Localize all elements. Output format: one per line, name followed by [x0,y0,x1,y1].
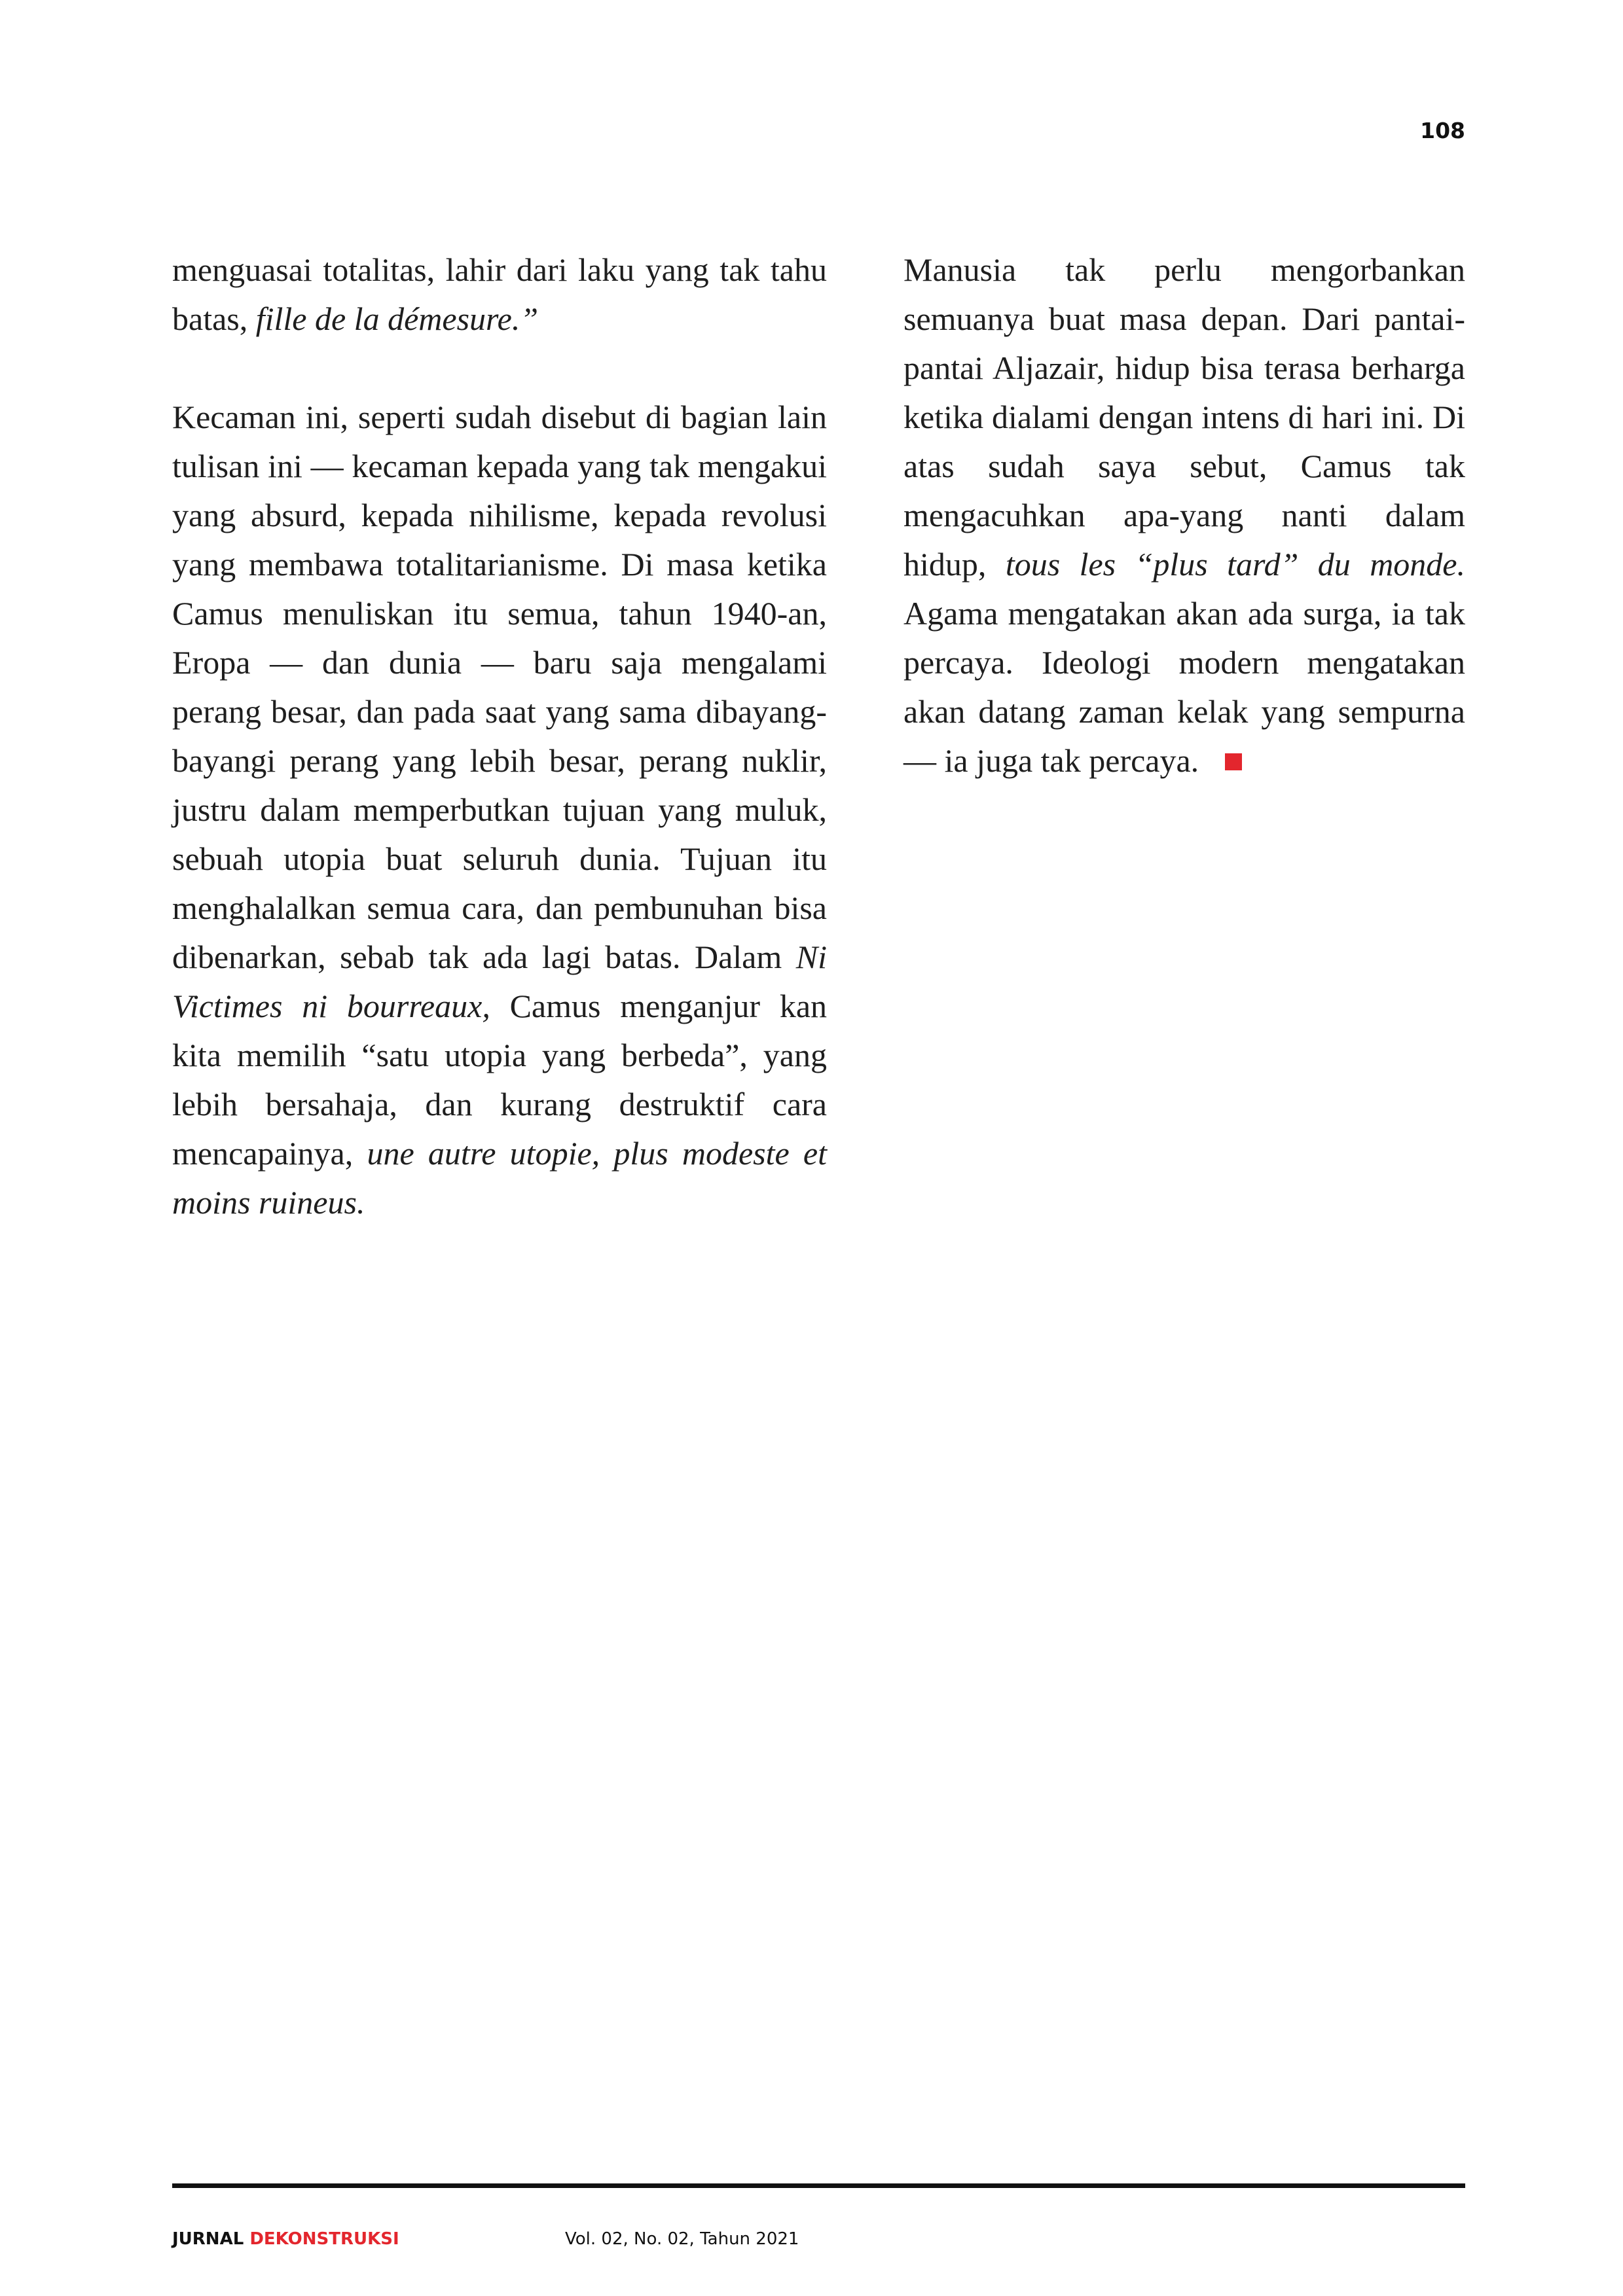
paragraph-2-italic-1: Ni Victimes ni bourreaux, [172,939,827,1024]
footer [172,2229,1465,2255]
paragraph-1-italic: fille de la démesure.” [255,300,539,337]
paragraph-3-text-2: Agama mengatakan akan ada surga, ia tak percaya. Ideologi modern mengatakan akan datang zaman kelak yang sempurna — ia juga tak percaya. [903,595,1465,779]
paragraph-3-text-1: Manusia tak perlu mengorbankan semuanya buat masa depan. Dari pantai-pantai Aljazair, hidup bisa terasa berharga ketika dialami dengan intens di hari ini. Di atas sudah saya sebut, Camus tak mengacuhkan apa-yang nanti dalam hidup, [903,251,1465,583]
journal-name [172,2229,399,2249]
paragraph-2-text-1: Kecaman ini, seperti sudah disebut di bagian lain tulisan ini — kecaman kepada yang tak mengakui yang absurd, kepada nihilisme, kepada revolusi yang membawa totalitarianisme. Di masa ketika Camus menuliskan itu semua, tahun 1940-an, Eropa — dan dunia — baru saja mengalami perang besar, dan pada saat yang sama dibayang-bayangi perang yang lebih besar, perang nuklir, justru dalam memperbutkan tujuan yang muluk, sebuah utopia buat seluruh dunia. Tujuan itu menghalalkan semua cara, dan pembunuhan bisa dibenarkan, sebab tak ada lagi batas. Dalam [172,399,827,975]
paragraph-2 [172,393,827,1227]
left-column [172,245,827,1227]
footer-divider [172,2183,1465,2188]
paragraph-1 [172,245,827,344]
journal-name-prefix: JURNAL [172,2229,250,2249]
right-column [903,245,1465,785]
end-mark-icon [1225,753,1242,770]
volume-info: Vol. 02, No. 02, Tahun 2021 [565,2229,799,2249]
journal-name-accent: DEKONSTRUKSI [249,2229,399,2249]
page-number: 108 [1420,118,1465,143]
paragraph-3 [903,245,1465,785]
paragraph-1-text: menguasai totalitas, lahir dari laku yang tak tahu batas, [172,251,827,337]
paragraph-3-italic: tous les “plus tard” du monde. [1005,546,1465,583]
paragraph-2-text-2: Camus menganjur kan kita memilih “satu utopia yang berbeda”, yang lebih bersahaja, dan kurang destruktif cara mencapainya, [172,988,828,1172]
paragraph-2-italic-2: une autre utopie, plus modeste et moins ruineus. [172,1135,827,1221]
paragraph-spacer [172,344,827,393]
